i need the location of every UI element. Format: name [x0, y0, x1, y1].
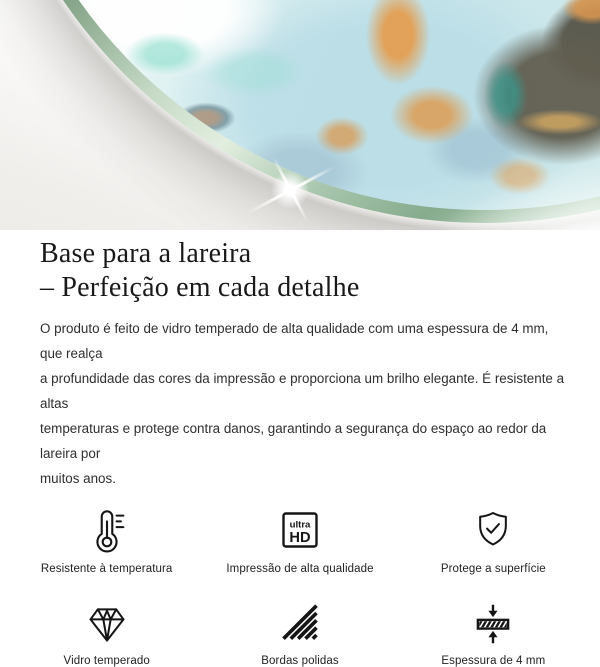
feature-temperature	[10, 506, 203, 575]
feature-tempered-glass	[10, 602, 203, 667]
ultra-hd-icon-text-bottom: HD	[289, 529, 311, 546]
diamond-icon	[85, 602, 129, 646]
ultra-hd-icon-text-top: ultra	[289, 519, 311, 531]
compression-arrows-icon	[471, 602, 515, 646]
product-description	[40, 316, 566, 491]
feature-label: Vidro temperado	[63, 655, 150, 667]
feature-label: Resistente à temperatura	[40, 563, 173, 575]
product-hero-image	[0, 0, 600, 230]
polished-edges-icon	[278, 602, 322, 646]
description-line: temperaturas e protege contra danos, garantindo a segurança do espaço ao redor da lareira por	[40, 421, 547, 461]
feature-print-quality	[203, 506, 396, 575]
feature-label: Protege a superfície	[440, 563, 546, 575]
feature-label: Impressão de alta qualidade	[226, 563, 374, 575]
feature-label: Bordas polidas	[261, 655, 339, 667]
page-title	[40, 237, 560, 305]
feature-label: Espessura de 4 mm	[441, 655, 546, 667]
thermometer-icon	[84, 506, 130, 554]
feature-thickness	[397, 602, 590, 667]
description-line: muitos anos.	[40, 471, 116, 486]
page-title-line-1: Base para a lareira	[40, 238, 252, 269]
shield-check-icon	[471, 506, 515, 554]
feature-polished-edges	[203, 602, 396, 667]
page-title-line-2: – Perfeição em cada detalhe	[40, 272, 360, 303]
description-line: O produto é feito de vidro temperado de alta qualidade com uma espessura de 4 mm, que realça	[40, 321, 549, 361]
feature-surface-protection	[397, 506, 590, 575]
ultra-hd-icon	[278, 506, 322, 554]
feature-grid	[10, 506, 590, 667]
description-line: a profundidade das cores da impressão e proporciona um brilho elegante. É resistente a altas	[40, 371, 565, 411]
